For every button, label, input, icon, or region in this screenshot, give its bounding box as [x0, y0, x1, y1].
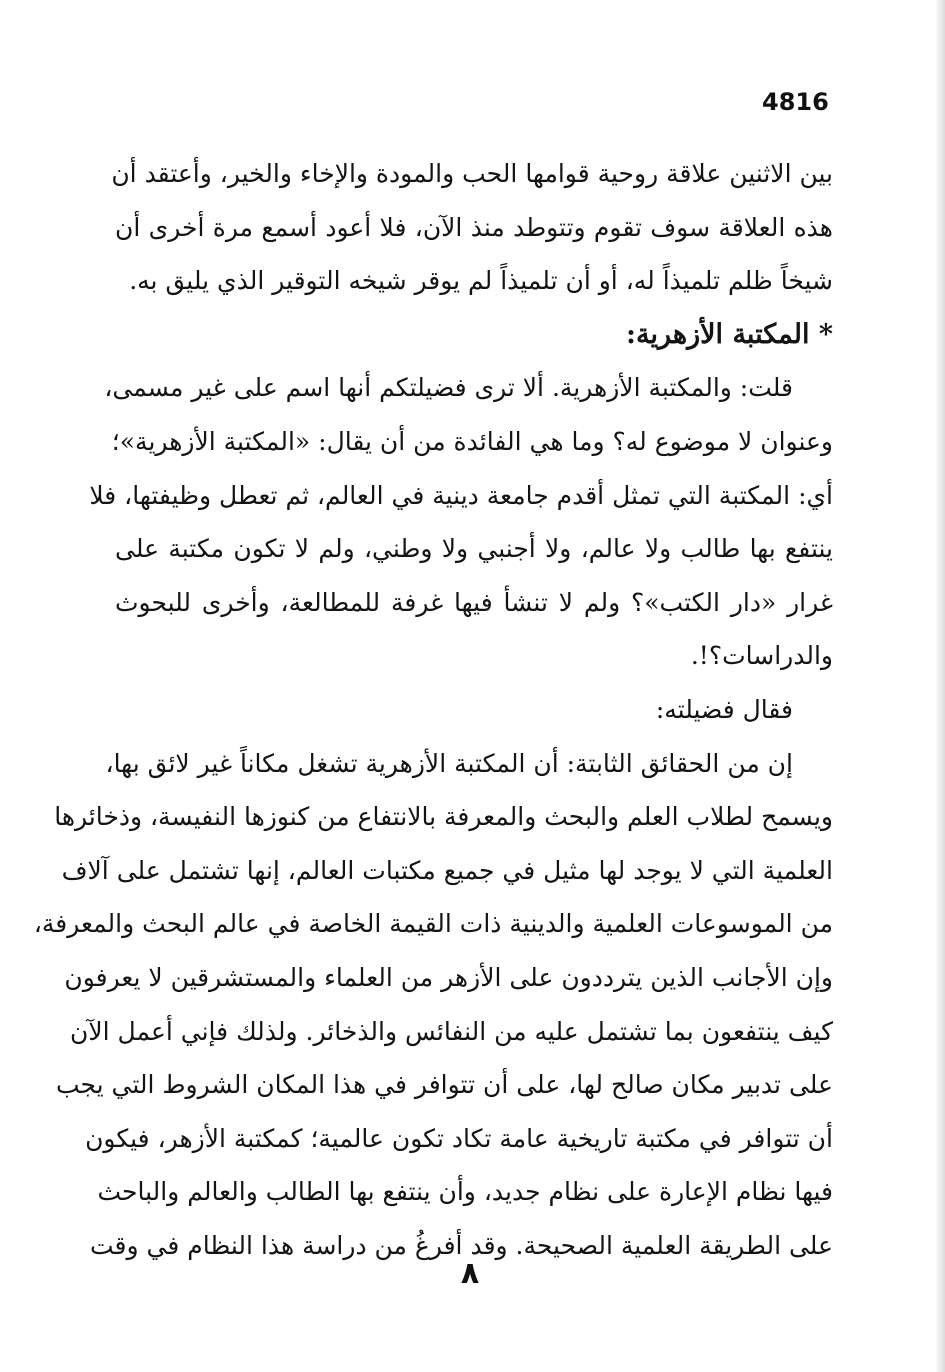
section-heading: * المكتبة الأزهرية:: [626, 318, 833, 350]
page-body: [33, 147, 833, 1272]
text-line: هذه العلاقة سوف تقوم وتتوطد منذ الآن، فلا أعود أسمع مرة أخرى أن: [115, 212, 833, 242]
text-line: العلمية التي لا يوجد لها مثيل في جميع مكتبات العالم، إنها تشتمل على آلاف: [61, 855, 833, 885]
text-line: بين الاثنين علاقة روحية قوامها الحب والمودة والإخاء والخير، وأعتقد أن: [111, 159, 833, 188]
text-line: وإن الأجانب الذين يترددون على الأزهر من العلماء والمستشرقين لا يعرفون: [64, 962, 833, 992]
text-line: غرار «دار الكتب»؟ ولم لا تنشأ فيها غرفة للمطالعة، وأخرى للبحوث: [115, 587, 833, 617]
text-line: على تدبير مكان صالح لها، على أن تتوافر في هذا المكان الشروط التي يجب: [55, 1070, 833, 1100]
text-line: قلت: والمكتبة الأزهرية. ألا ترى فضيلتكم أنها اسم على غير مسمى،: [104, 373, 793, 403]
text-line: وعنوان لا موضوع له؟ وما هي الفائدة من أن يقال: «المكتبة الأزهرية»؛: [111, 426, 833, 456]
page-number: ٨: [460, 1256, 480, 1291]
text-line: أن تتوافر في مكتبة تاريخية عامة تكاد تكون عالمية؛ كمكتبة الأزهر، فيكون: [85, 1123, 833, 1153]
page-edge-shadow: [935, 0, 945, 1372]
text-line: فيها نظام الإعارة على نظام جديد، وأن ينتفع بها الطالب والعالم والباحث: [97, 1177, 833, 1207]
text-line: إن من الحقائق الثابتة: أن المكتبة الأزهرية تشغل مكاناً غير لائق بها،: [105, 748, 793, 778]
text-line: شيخاً ظلم تلميذاً له، أو أن تلميذاً لم يوقر شيخه التوقير الذي يليق به.: [129, 266, 833, 296]
text-line: ينتفع بها طالب ولا عالم، ولا أجنبي ولا وطني، ولم لا تكون مكتبة على: [115, 534, 833, 564]
text-line: من الموسوعات العلمية والدينية ذات القيمة الخاصة في عالم البحث والمعرفة،: [33, 909, 833, 939]
document-id: 4816: [762, 88, 829, 116]
text-line: على الطريقة العلمية الصحيحة. وقد أفرغُ من دراسة هذا النظام في وقت: [89, 1230, 833, 1260]
text-line: فقال فضيلته:: [655, 694, 793, 724]
text-line: والدراسات؟!.: [690, 641, 833, 671]
text-line: كيف ينتفعون بما تشتمل عليه من النفائس والذخائر. ولذلك فإني أعمل الآن: [70, 1016, 833, 1046]
text-line: ويسمح لطلاب العلم والبحث والمعرفة بالانتفاع من كنوزها النفيسة، وذخائرها: [54, 802, 833, 832]
text-line: أي: المكتبة التي تمثل أقدم جامعة دينية في العالم، ثم تعطل وظيفتها، فلا: [89, 480, 833, 510]
